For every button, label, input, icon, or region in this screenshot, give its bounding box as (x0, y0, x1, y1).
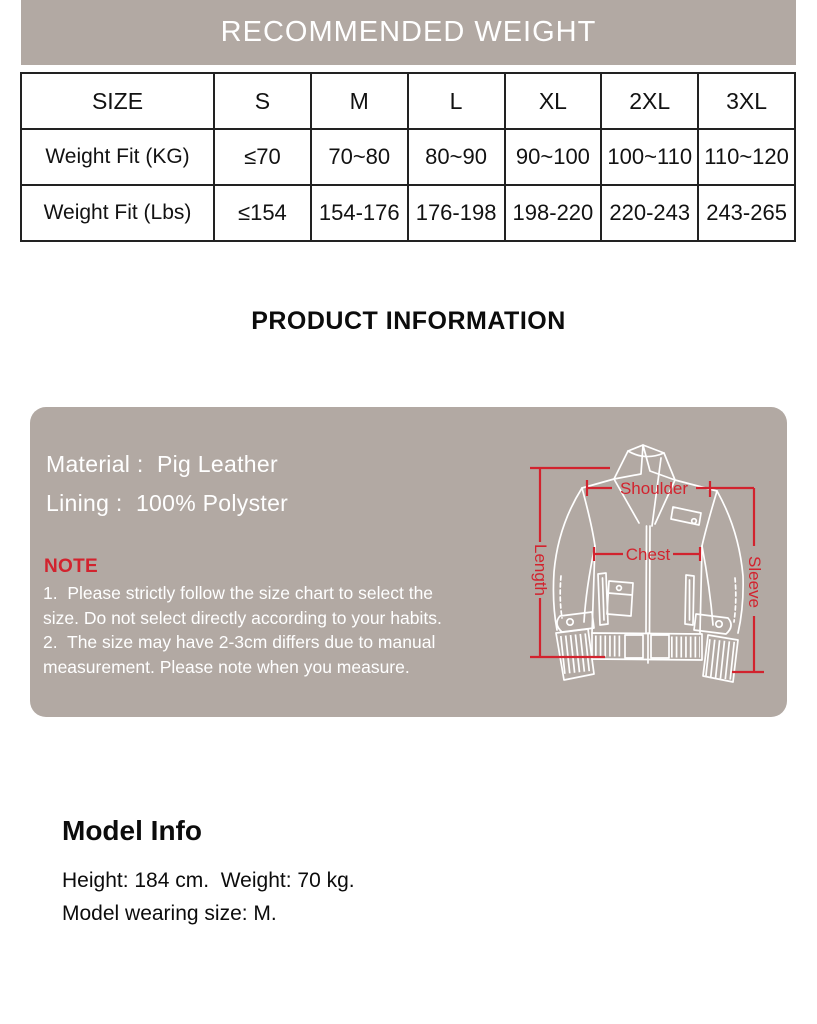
size-table-header-3xl: 3XL (699, 74, 796, 130)
note-heading: NOTE (44, 556, 98, 577)
size-table-header-xl: XL (506, 74, 603, 130)
model-wearing-size: Model wearing size: M. (62, 902, 277, 925)
note-body (43, 581, 442, 679)
size-table-header-size: SIZE (22, 74, 215, 130)
lining-line: Lining : 100% Polyster (46, 490, 289, 516)
weight-kg-row-label: Weight Fit (KG) (22, 130, 215, 186)
model-info-heading: Model Info (62, 815, 202, 846)
length-label: Length (531, 544, 550, 596)
measurement-labels (531, 479, 764, 608)
weight-lbs-value: 220-243 (602, 186, 699, 242)
size-table-header-l: L (409, 74, 506, 130)
size-table-header-s: S (215, 74, 312, 130)
weight-lbs-value: 176-198 (409, 186, 506, 242)
note-line: size. Do not select directly according to your habits. (43, 607, 442, 628)
size-table-header-2xl: 2XL (602, 74, 699, 130)
weight-lbs-value: 154-176 (312, 186, 409, 242)
banner-title: RECOMMENDED WEIGHT (220, 16, 597, 48)
weight-lbs-row-label: Weight Fit (Lbs) (22, 186, 215, 242)
jacket-measurement-diagram (502, 430, 787, 717)
weight-lbs-value: 198-220 (506, 186, 603, 242)
product-information-heading: PRODUCT INFORMATION (251, 307, 566, 335)
weight-kg-value: 70~80 (312, 130, 409, 186)
note-line: 1. Please strictly follow the size chart to select the (43, 583, 434, 603)
shoulder-label: Shoulder (619, 479, 689, 498)
weight-kg-value: 100~110 (602, 130, 699, 186)
material-line: Material : Pig Leather (46, 451, 278, 477)
weight-lbs-value: ≤154 (215, 186, 312, 242)
size-chart-table (20, 72, 796, 242)
size-table-header-m: M (312, 74, 409, 130)
note-line: 2. The size may have 2-3cm differs due to manual (43, 632, 436, 652)
weight-kg-value: ≤70 (215, 130, 312, 186)
recommended-weight-banner (21, 0, 796, 65)
product-info-box (30, 407, 787, 717)
note-line: measurement. Please note when you measure. (43, 656, 410, 677)
weight-lbs-value: 243-265 (699, 186, 796, 242)
chest-label: Chest (625, 545, 671, 564)
weight-kg-value: 80~90 (409, 130, 506, 186)
model-measurements: Height: 184 cm. Weight: 70 kg. (62, 869, 355, 892)
weight-kg-value: 110~120 (699, 130, 796, 186)
weight-kg-value: 90~100 (506, 130, 603, 186)
sleeve-label: Sleeve (745, 556, 764, 608)
